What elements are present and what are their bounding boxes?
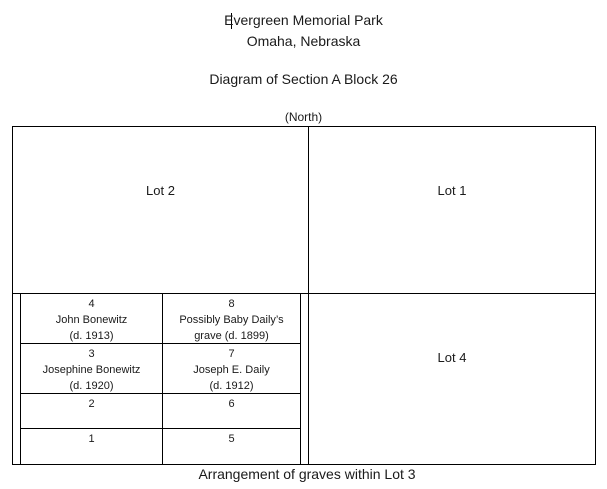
- grave-date: (d. 1920): [69, 380, 114, 392]
- grave-date: (d. 1912): [209, 380, 254, 392]
- grave-number: 5: [228, 433, 235, 445]
- grave-cell-4: [21, 294, 162, 343]
- grave-date: grave (d. 1899): [194, 330, 269, 342]
- grave-number: 8: [228, 298, 235, 310]
- grave-number: 7: [228, 348, 235, 360]
- grave-cell-3: [21, 344, 162, 393]
- lot-2-label: Lot 2: [146, 183, 175, 198]
- grave-cell-1: [21, 429, 162, 464]
- grave-cell-2: [21, 394, 162, 428]
- grave-name: Josephine Bonewitz: [42, 364, 141, 376]
- grave-cell-5: [163, 429, 300, 464]
- grave-name: Joseph E. Daily: [193, 364, 270, 376]
- diagram-title: Diagram of Section A Block 26: [209, 71, 398, 87]
- lot-1-label: Lot 1: [437, 183, 467, 198]
- grave-date: (d. 1913): [69, 330, 114, 342]
- center-divider: [308, 126, 309, 465]
- grave-number: 6: [228, 398, 235, 410]
- grave-name: John Bonewitz: [55, 314, 128, 326]
- lot-3-caption: Arrangement of graves within Lot 3: [198, 466, 416, 482]
- north-label: (North): [284, 110, 323, 124]
- cemetery-location: Omaha, Nebraska: [246, 33, 361, 49]
- lot-4-label: Lot 4: [437, 350, 467, 365]
- grave-cell-6: [163, 394, 300, 428]
- lot-3-right-rail: [300, 293, 301, 465]
- grave-number: 1: [88, 433, 95, 445]
- grave-cell-7: [163, 344, 300, 393]
- cemetery-name: Evergreen Memorial Park: [224, 12, 383, 28]
- grave-number: 3: [88, 348, 95, 360]
- grave-cell-8: [163, 294, 300, 343]
- grave-name: Possibly Baby Daily’s: [179, 314, 284, 326]
- grave-number: 2: [88, 398, 95, 410]
- grave-number: 4: [88, 298, 95, 310]
